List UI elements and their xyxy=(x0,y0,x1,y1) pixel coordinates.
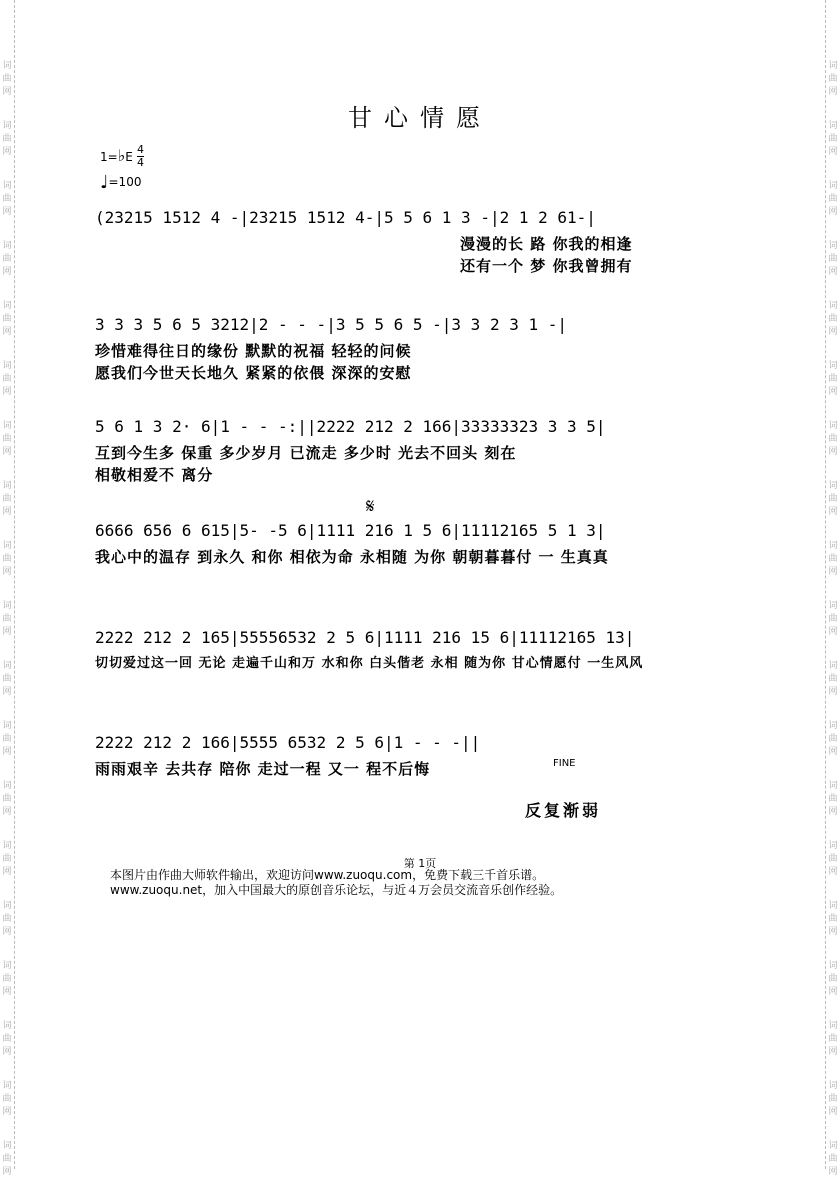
notation-row: 5 6 1 3 2· 6|1 - - -:||2222 212 2 166|33333323 3 3 5| xyxy=(95,417,606,436)
tempo-value: =100 xyxy=(108,175,142,189)
reprise-instruction: 反复渐弱 xyxy=(525,801,602,820)
watermark-mark: 词 曲 网 xyxy=(828,361,838,397)
quarter-note-icon: ♩ xyxy=(100,172,109,193)
key-signature xyxy=(100,146,133,165)
lyric-row: 相敬相爱不 离分 xyxy=(95,466,214,484)
watermark-mark: 词 曲 网 xyxy=(828,721,838,757)
notation-row: 2222 212 2 166|5555 6532 2 5 6|1 - - -|| xyxy=(95,733,481,752)
watermark-mark: 词 曲 网 xyxy=(828,961,838,997)
footer-line: www.zuoqu.net，加入中国最大的原创音乐论坛，与近４万会员交流音乐创作经验。 xyxy=(110,883,563,897)
lyric-row: 愿我们今世天长地久 紧紧的依偎 深深的安慰 xyxy=(95,364,412,382)
watermark-mark: 词 曲 网 xyxy=(828,661,838,697)
flat-icon: ♭ xyxy=(117,146,126,165)
segno-icon: 𝄋 xyxy=(366,494,375,518)
watermark-mark: 词 曲 网 xyxy=(2,181,12,217)
watermark-mark: 词 曲 网 xyxy=(2,301,12,337)
lyric-row: 还有一个 梦 你我曾拥有 xyxy=(460,257,633,275)
watermark-mark: 词 曲 网 xyxy=(2,901,12,937)
watermark-mark: 词 曲 网 xyxy=(828,841,838,877)
watermark-mark: 词 曲 网 xyxy=(828,181,838,217)
notation-row: 2222 212 2 165|55556532 2 5 6|1111 216 15 6|11112165 13| xyxy=(95,628,635,647)
lyric-row: 切切爱过这一回 无论 走遍千山和万 水和你 白头偕老 永相 随为你 甘心情愿付 一生风风 xyxy=(95,656,644,671)
watermark-mark: 词 曲 网 xyxy=(2,601,12,637)
fine-marker: FINE xyxy=(553,758,576,769)
notation-row: (23215 1512 4 -|23215 1512 4-|5 5 6 1 3 -|2 1 2 61-| xyxy=(95,208,596,227)
time-signature xyxy=(137,144,144,169)
lyric-row: 互到今生多 保重 多少岁月 已流走 多少时 光去不回头 刻在 xyxy=(95,444,517,462)
watermark-mark: 词 曲 网 xyxy=(828,901,838,937)
lyric-row: 雨雨艰辛 去共存 陪你 走过一程 又一 程不后悔 xyxy=(95,760,431,778)
watermark-mark: 词 曲 网 xyxy=(2,1141,12,1177)
notation-row: 3 3 3 5 6 5 3212|2 - - -|3 5 5 6 5 -|3 3 2 3 1 -| xyxy=(95,315,568,334)
watermark-mark: 词 曲 网 xyxy=(828,421,838,457)
score-line-2 xyxy=(95,310,775,384)
watermark-mark: 词 曲 网 xyxy=(2,541,12,577)
time-signature-bottom: 4 xyxy=(137,156,144,169)
lyric-row: 珍惜难得往日的缘份 默默的祝福 轻轻的问候 xyxy=(95,342,412,360)
watermark-mark: 词 曲 网 xyxy=(2,1081,12,1117)
watermark-mark: 词 曲 网 xyxy=(2,721,12,757)
key-letter: E xyxy=(125,150,133,164)
watermark-mark: 词 曲 网 xyxy=(828,781,838,817)
watermark-mark: 词 曲 网 xyxy=(2,481,12,517)
score-line-1 xyxy=(95,203,775,277)
song-title: 甘心情愿 xyxy=(348,104,492,132)
watermark-mark: 词 曲 网 xyxy=(2,421,12,457)
footer-notice xyxy=(110,868,562,898)
watermark-mark: 词 曲 网 xyxy=(828,1141,838,1177)
watermark-mark: 词 曲 网 xyxy=(2,1021,12,1057)
watermark-mark: 词 曲 网 xyxy=(2,361,12,397)
footer-line: 本图片由作曲大师软件输出，欢迎访问www.zuoqu.com，免费下载三千首乐谱。 xyxy=(110,868,545,882)
watermark-mark: 词 曲 网 xyxy=(2,61,12,97)
watermark-mark: 词 曲 网 xyxy=(2,841,12,877)
watermark-mark: 词 曲 网 xyxy=(2,781,12,817)
watermark-mark: 词 曲 网 xyxy=(828,541,838,577)
watermark-mark: 词 曲 网 xyxy=(828,1021,838,1057)
watermark-mark: 词 曲 网 xyxy=(2,961,12,997)
watermark-mark: 词 曲 网 xyxy=(828,301,838,337)
watermark-mark: 词 曲 网 xyxy=(2,121,12,157)
watermark-mark: 词 曲 网 xyxy=(2,241,12,277)
watermark-mark: 词 曲 网 xyxy=(828,121,838,157)
key-prefix: 1= xyxy=(100,150,118,164)
lyric-row: 漫漫的长 路 你我的相逢 xyxy=(460,235,633,253)
watermark-mark: 词 曲 网 xyxy=(828,61,838,97)
lyric-row: 我心中的温存 到永久 和你 相依为命 永相随 为你 朝朝暮暮付 一 生真真 xyxy=(95,548,609,566)
watermark-mark: 词 曲 网 xyxy=(2,661,12,697)
watermark-mark: 词 曲 网 xyxy=(828,1081,838,1117)
score-line-4 xyxy=(95,516,775,568)
watermark-mark: 词 曲 网 xyxy=(828,481,838,517)
notation-row: 6666 656 6 615|5- -5 6|1111 216 1 5 6|11112165 5 1 3| xyxy=(95,521,606,540)
score-line-3 xyxy=(95,412,775,486)
page-number: 第 1页 xyxy=(403,857,437,870)
watermark-mark: 词 曲 网 xyxy=(828,601,838,637)
time-signature-top: 4 xyxy=(137,143,144,156)
score-line-5 xyxy=(95,623,775,675)
watermark-mark: 词 曲 网 xyxy=(828,241,838,277)
tempo-mark xyxy=(100,172,141,193)
score-line-6 xyxy=(95,728,775,780)
